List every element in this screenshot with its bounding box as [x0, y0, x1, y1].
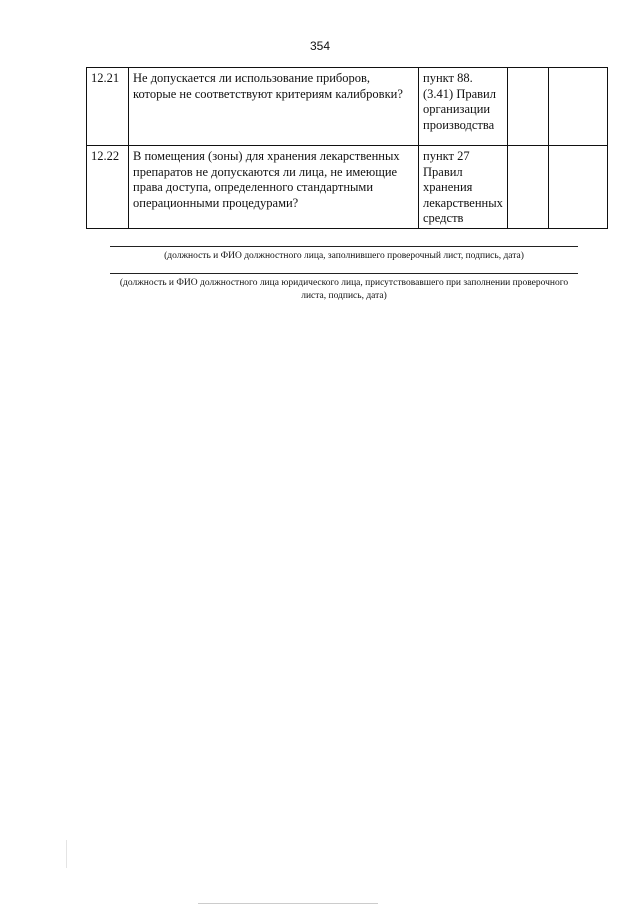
item-number: 12.21 [87, 68, 129, 146]
item-note-cell [549, 146, 608, 229]
item-number: 12.22 [87, 146, 129, 229]
inspector-signature-caption: (должность и ФИО должностного лица, заполнившего проверочный лист, подпись, дата) [164, 251, 524, 261]
item-answer-cell [508, 68, 549, 146]
item-question: Не допускается ли использование приборов, которые не соответствуют критериям калибровки? [129, 68, 419, 146]
scan-mark [66, 840, 67, 868]
legal-entity-signature-caption: (должность и ФИО должностного лица юридического лица, присутствовавшего при заполнении проверочного листа, подпись, дата) [119, 278, 569, 301]
item-question: В помещения (зоны) для хранения лекарственных препаратов не допускаются ли лица, не имеющие права доступа, определенного стандартными операционными процедурами? [129, 146, 419, 229]
item-reference: пункт 88. (3.41) Правил организации производства [419, 68, 508, 146]
table-row [87, 68, 608, 146]
table-row [87, 146, 608, 229]
bottom-divider [198, 903, 378, 904]
item-answer-cell [508, 146, 549, 229]
page-number: 354 [309, 39, 331, 53]
legal-entity-signature-line [110, 273, 578, 303]
item-reference: пункт 27 Правил хранения лекарственных средств [419, 146, 508, 229]
checklist-table [86, 67, 608, 229]
inspector-signature-line [110, 246, 578, 263]
item-note-cell [549, 68, 608, 146]
